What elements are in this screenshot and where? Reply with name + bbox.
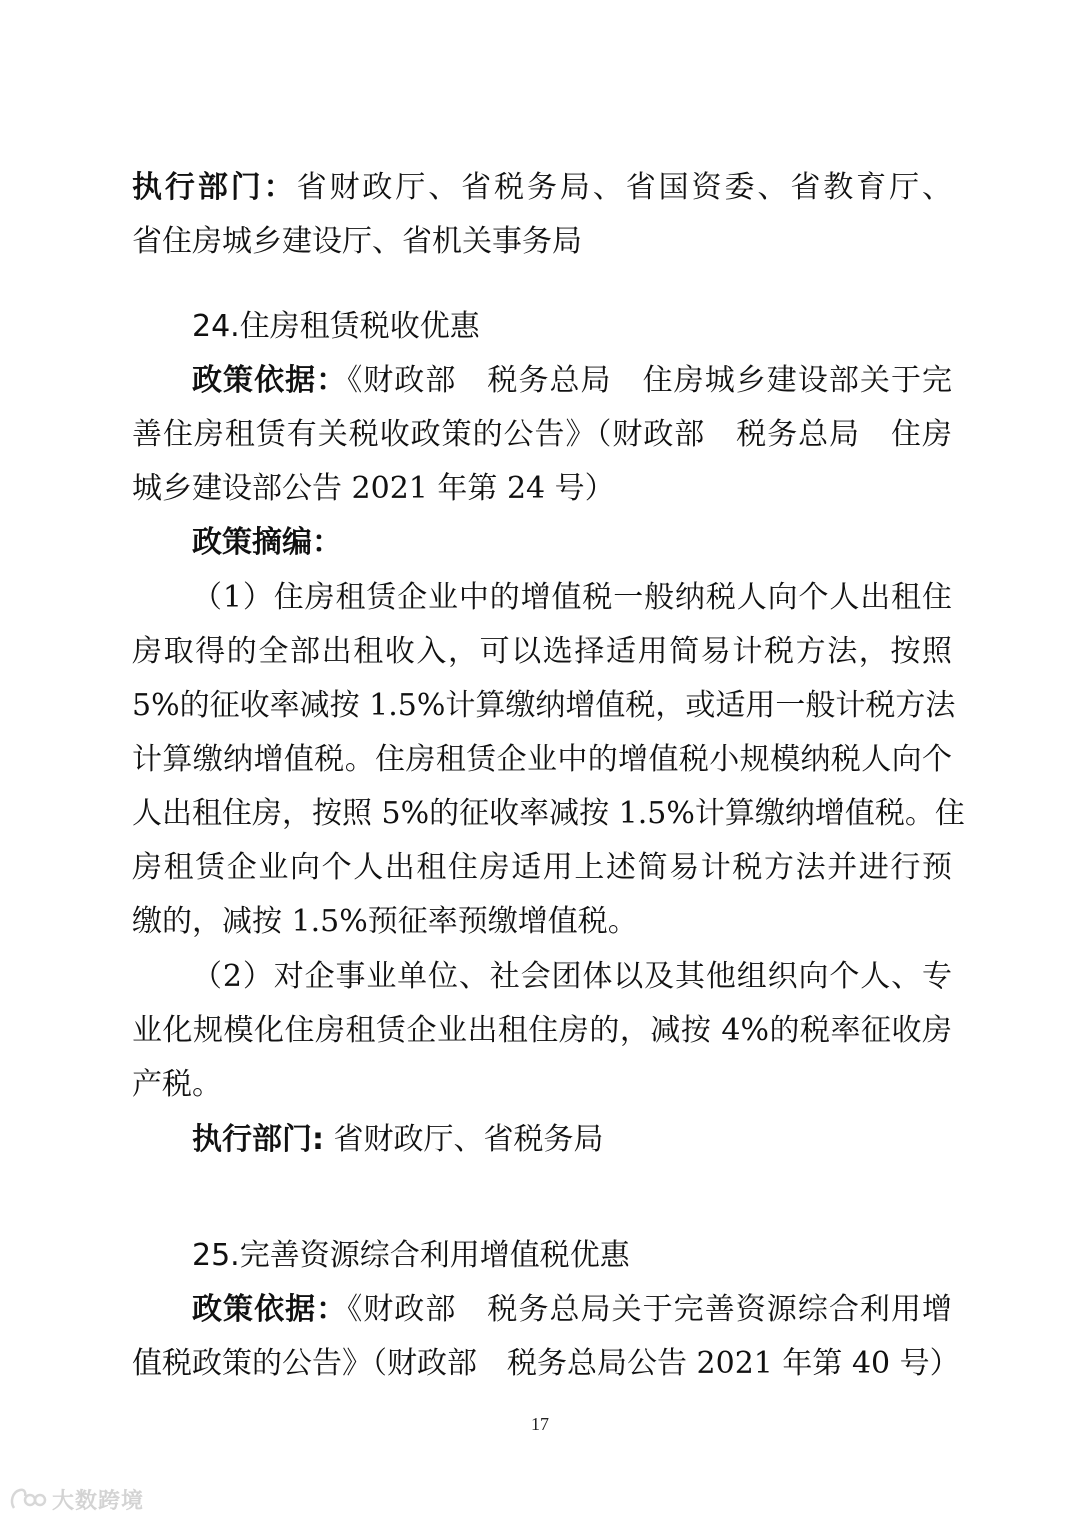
- section-24-basis-line1: [192, 359, 952, 403]
- watermark-logo-icon: [8, 1486, 48, 1514]
- section-24-para1-line1: （1）住房租赁企业中的增值税一般纳税人向个人出租住: [192, 580, 952, 615]
- section-24-heading: 24.住房租赁税收优惠: [192, 309, 480, 344]
- section-25-heading: 25.完善资源综合利用增值税优惠: [192, 1238, 630, 1273]
- prev-exec-dept-line1: [132, 166, 952, 210]
- section-24-para2-line1: （2）对企事业单位、社会团体以及其他组织向个人、专: [192, 959, 952, 994]
- section-24-basis-line3: 城乡建设部公告 2021 年第 24 号）: [132, 471, 615, 506]
- section-24-para1-line3: 5%的征收率减按 1.5%计算缴纳增值税，或适用一般计税方法: [132, 688, 956, 723]
- section-24-para1-line5: 人出租住房，按照 5%的征收率减按 1.5%计算缴纳增值税。住: [132, 796, 965, 831]
- watermark: [8, 1484, 144, 1515]
- prev-exec-dept-line2: 省住房城乡建设厅、省机关事务局: [132, 224, 582, 259]
- section-25-basis-line1: [192, 1288, 952, 1332]
- prev-exec-dept-label: 执行部门：: [132, 170, 297, 205]
- section-24-para1-line6: 房租赁企业向个人出租住房适用上述简易计税方法并进行预: [132, 850, 952, 885]
- section-24-para1-line7: 缴的，减按 1.5%预征率预缴增值税。: [132, 904, 638, 939]
- section-25-basis-text-1: 《财政部 税务总局关于完善资源综合利用增: [347, 1292, 953, 1327]
- section-25-basis-line2: 值税政策的公告》（财政部 税务总局公告 2021 年第 40 号）: [132, 1346, 960, 1381]
- section-24-basis-text-1: 《财政部 税务总局 住房城乡建设部关于完: [347, 363, 953, 398]
- section-24-para1-line4: 计算缴纳增值税。住房租赁企业中的增值税小规模纳税人向个: [132, 742, 952, 777]
- section-25-basis-label: 政策依据：: [192, 1292, 348, 1327]
- watermark-text: 大数跨境: [52, 1489, 145, 1514]
- prev-exec-dept-value-1: 省财政厅、省税务局、省国资委、省教育厅、: [296, 170, 953, 205]
- section-24-para2-line2: 业化规模化住房租赁企业出租住房的，减按 4%的税率征收房: [132, 1013, 952, 1048]
- section-24-exec-dept: [192, 1118, 952, 1162]
- section-24-basis-label: 政策依据：: [192, 363, 348, 398]
- section-24-para1-line2: 房取得的全部出租收入，可以选择适用简易计税方法，按照: [132, 634, 952, 669]
- section-24-para2-line3: 产税。: [132, 1067, 222, 1102]
- section-24-basis-line2: 善住房租赁有关税收政策的公告》（财政部 税务总局 住房: [132, 417, 952, 452]
- section-24-summary-label: 政策摘编：: [192, 525, 342, 560]
- section-24-exec-dept-label: 执行部门:: [192, 1122, 324, 1157]
- section-24-exec-dept-value: 省财政厅、省税务局: [324, 1122, 604, 1157]
- page-number: 17: [531, 1414, 549, 1434]
